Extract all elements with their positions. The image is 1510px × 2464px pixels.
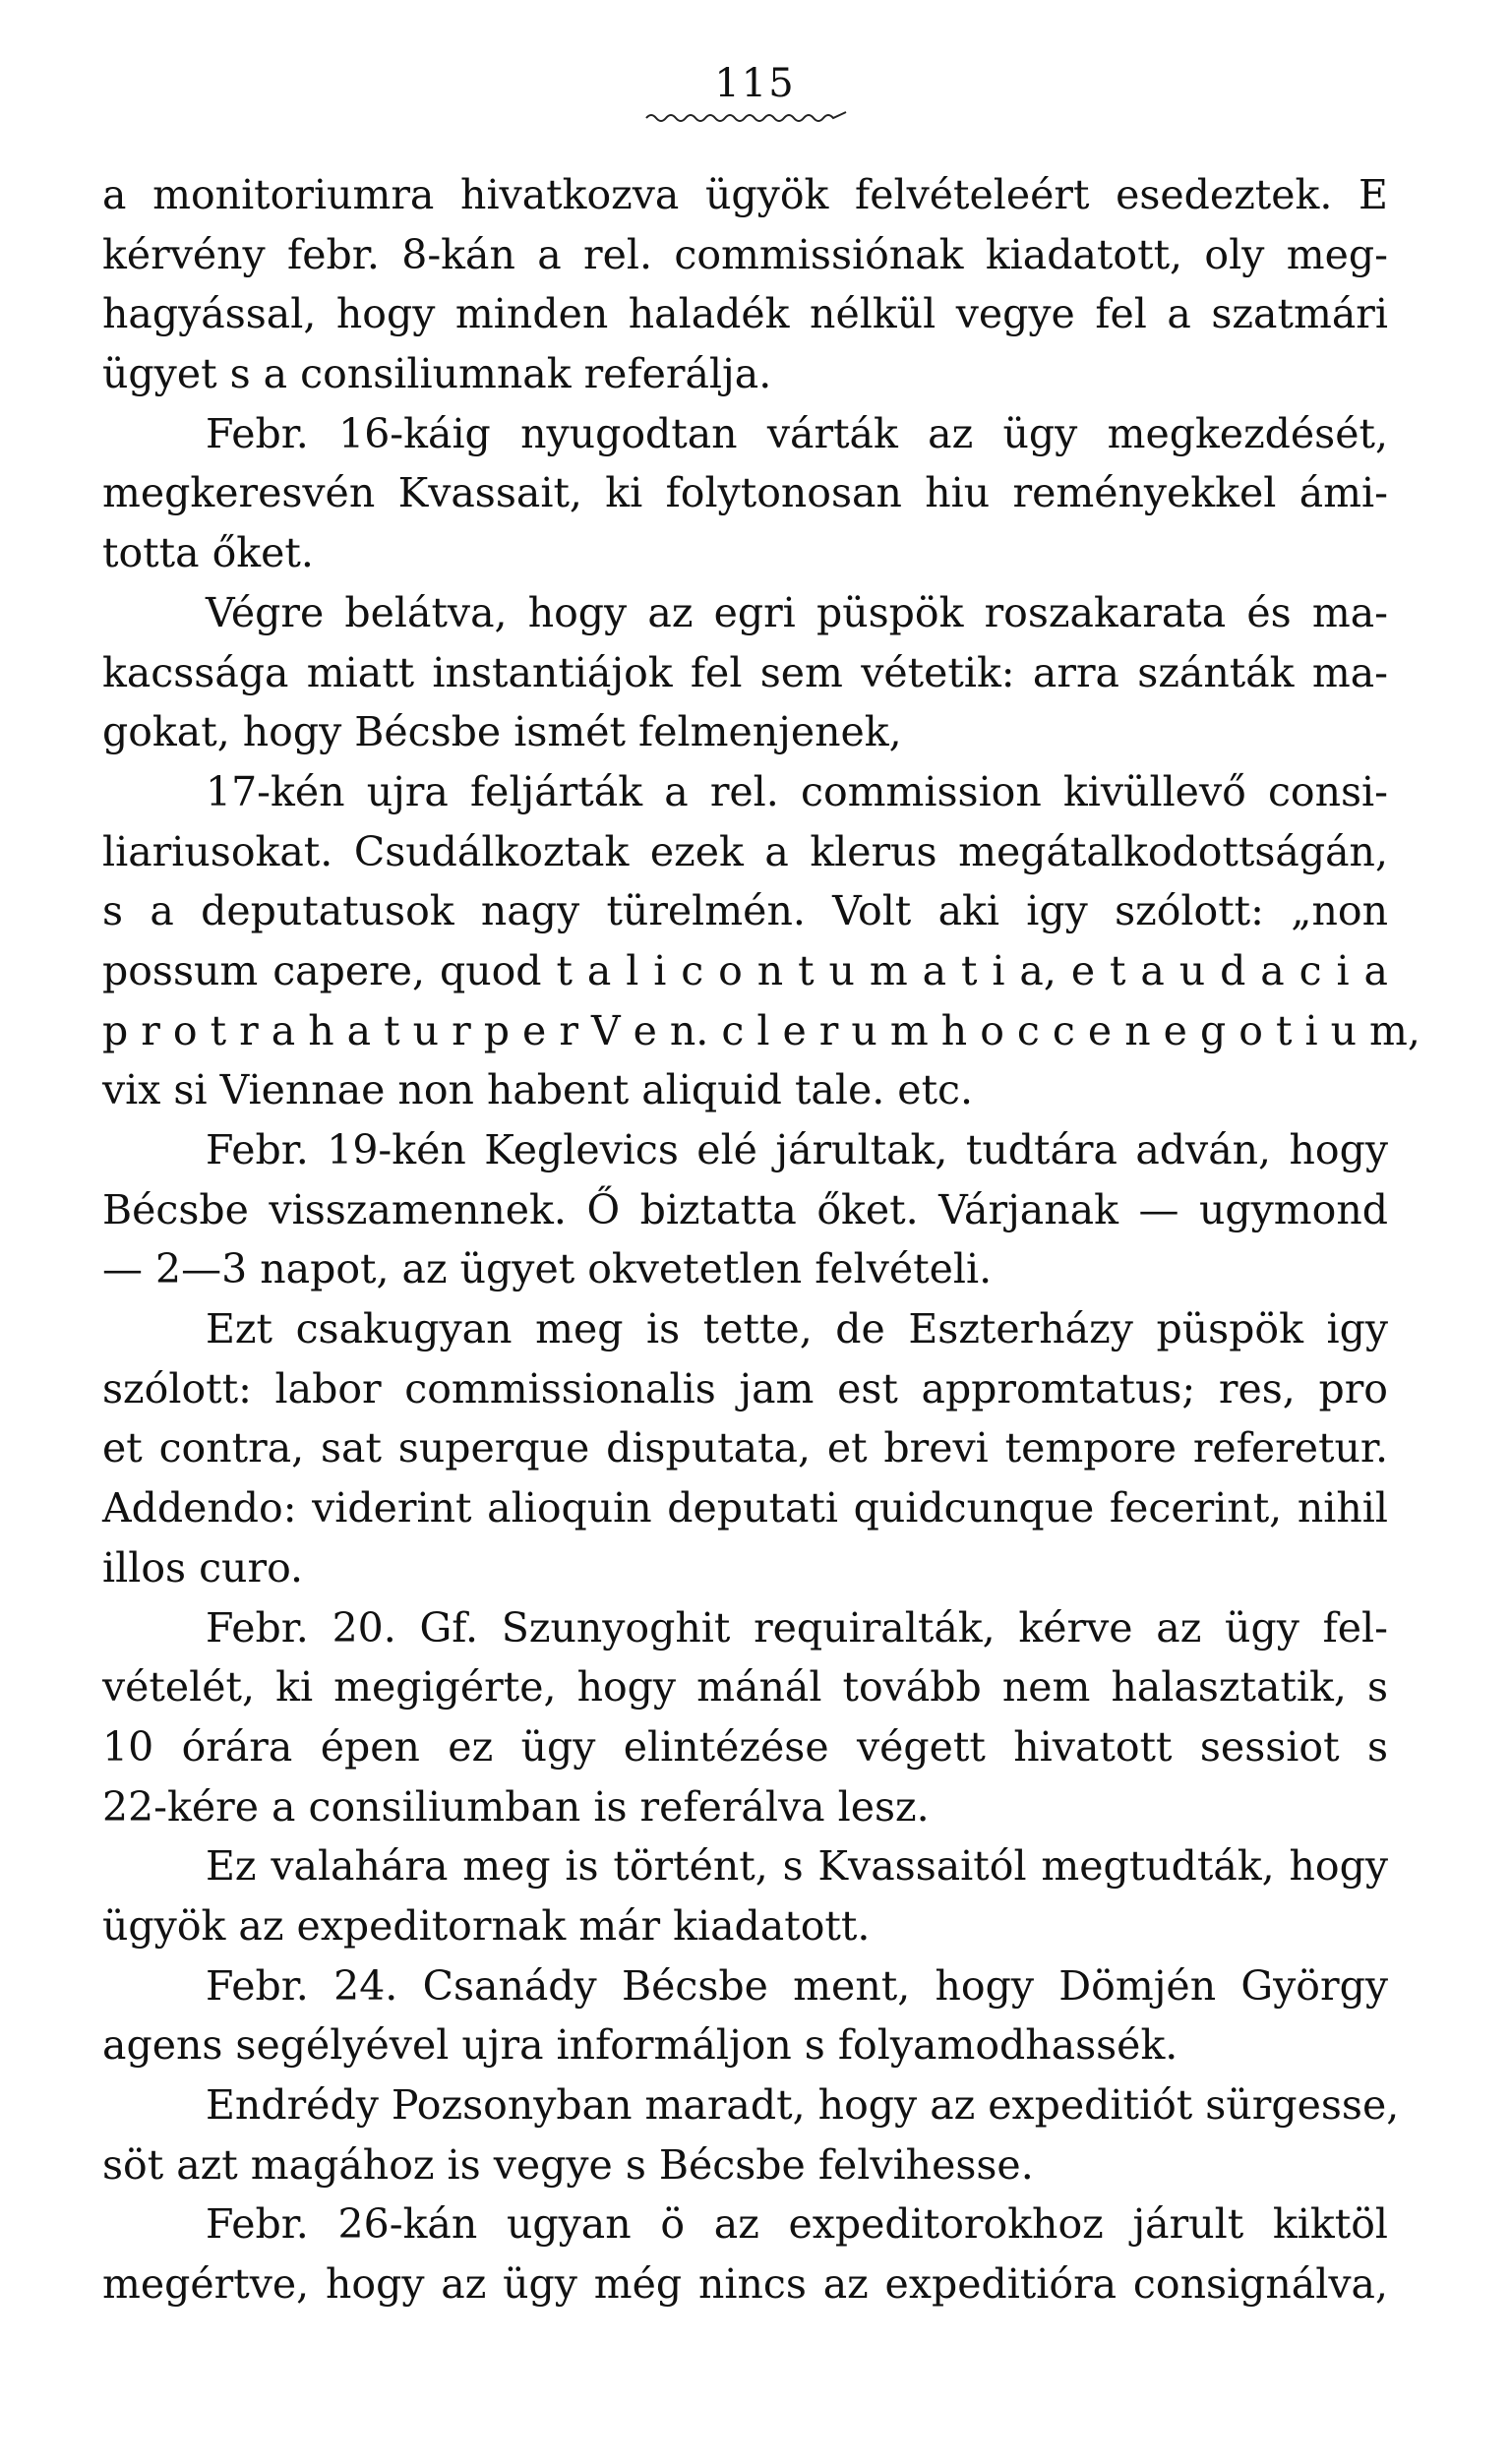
- text-line: — 2—3 napot, az ügyet okvetetlen felvételi.: [102, 1245, 993, 1293]
- text-line: Febr. 16-káig nyugodtan várták az ügy megkezdését,: [206, 409, 1388, 457]
- text-line: 17-kén ujra feljárták a rel. commission kivüllevő consi-: [206, 767, 1388, 815]
- body-text: [102, 165, 1420, 2314]
- text-line: possum capere, quod t a l i c o n t u m a t i a, e t a u d a c i a: [102, 946, 1388, 994]
- text-line: Ezt csakugyan meg is tette, de Eszterházy püspök igy: [206, 1305, 1388, 1353]
- text-line: illos curo.: [102, 1543, 304, 1592]
- text-line: kérvény febr. 8-kán a rel. commissiónak kiadatott, oly meg-: [102, 230, 1388, 278]
- text-line: Febr. 20. Gf. Szunyoghit requiralták, kérve az ügy fel-: [206, 1603, 1388, 1652]
- text-line: megértve, hogy az ügy még nincs az expeditióra consignálva,: [102, 2260, 1388, 2309]
- text-line: 22-kére a consiliumban is referálva lesz.: [102, 1782, 930, 1831]
- text-line: Ez valahára meg is történt, s Kvassaitól megtudták, hogy: [206, 1842, 1388, 1891]
- text-line: a monitoriumra hivatkozva ügyök felvételeért esedeztek. E: [102, 171, 1388, 218]
- text-line: Febr. 19-kén Keglevics elé járultak, tudtára adván, hogy: [206, 1126, 1388, 1173]
- text-line: Addendo: viderint alioquin deputati quidcunque fecerint, nihil: [102, 1484, 1388, 1532]
- text-line: Febr. 26-kán ugyan ö az expeditorokhoz járult kiktöl: [206, 2200, 1388, 2249]
- text-line: megkeresvén Kvassait, ki folytonosan hiu reményekkel ámi-: [102, 469, 1388, 517]
- text-line: ügyök az expeditornak már kiadatott.: [102, 1901, 871, 1950]
- text-line: p r o t r a h a t u r p e r V e n. c l e r u m h o c c e n e g o t i u m,: [102, 1006, 1420, 1054]
- text-line: Febr. 24. Csanády Bécsbe ment, hogy Dömjén György: [206, 1961, 1388, 2010]
- text-line: et contra, sat superque disputata, et brevi tempore referetur.: [102, 1424, 1388, 1472]
- text-line: totta őket.: [102, 529, 314, 577]
- text-line: Endrédy Pozsonyban maradt, hogy az expeditiót sürgesse,: [206, 2081, 1400, 2129]
- text-line: szólott: labor commissionalis jam est appromtatus; res, pro: [102, 1364, 1388, 1412]
- text-line: Végre belátva, hogy az egri püspök roszakarata és ma-: [206, 588, 1388, 636]
- text-line: gokat, hogy Bécsbe ismét felmenjenek,: [102, 708, 902, 756]
- text-line: Bécsbe visszamennek. Ő biztatta őket. Várjanak — ugymond: [102, 1185, 1388, 1233]
- text-line: vix si Viennae non habent aliquid tale. etc.: [102, 1066, 974, 1114]
- text-line: hagyással, hogy minden haladék nélkül vegye fel a szatmári: [102, 290, 1388, 338]
- text-line: agens segélyével ujra informáljon s folyamodhassék.: [102, 2021, 1178, 2070]
- page-number: 115: [714, 61, 796, 106]
- text-line: 10 órára épen ez ügy elintézése végett hivatott sessiot s: [102, 1722, 1388, 1771]
- text-line: söt azt magához is vegye s Bécsbe felvihesse.: [102, 2140, 1034, 2189]
- text-line: s a deputatusok nagy türelmén. Volt aki igy szólott: „non: [102, 887, 1388, 935]
- wavy-rule-ornament: [644, 110, 851, 130]
- text-line: kacssága miatt instantiájok fel sem vétetik: arra szánták ma-: [102, 648, 1388, 696]
- text-line: vételét, ki megigérte, hogy mánál tovább nem halasztatik, s: [102, 1663, 1388, 1712]
- text-line: liariusokat. Csudálkoztak ezek a klerus megátalkodottságán,: [102, 827, 1388, 875]
- text-line: ügyet s a consiliumnak referálja.: [102, 350, 772, 398]
